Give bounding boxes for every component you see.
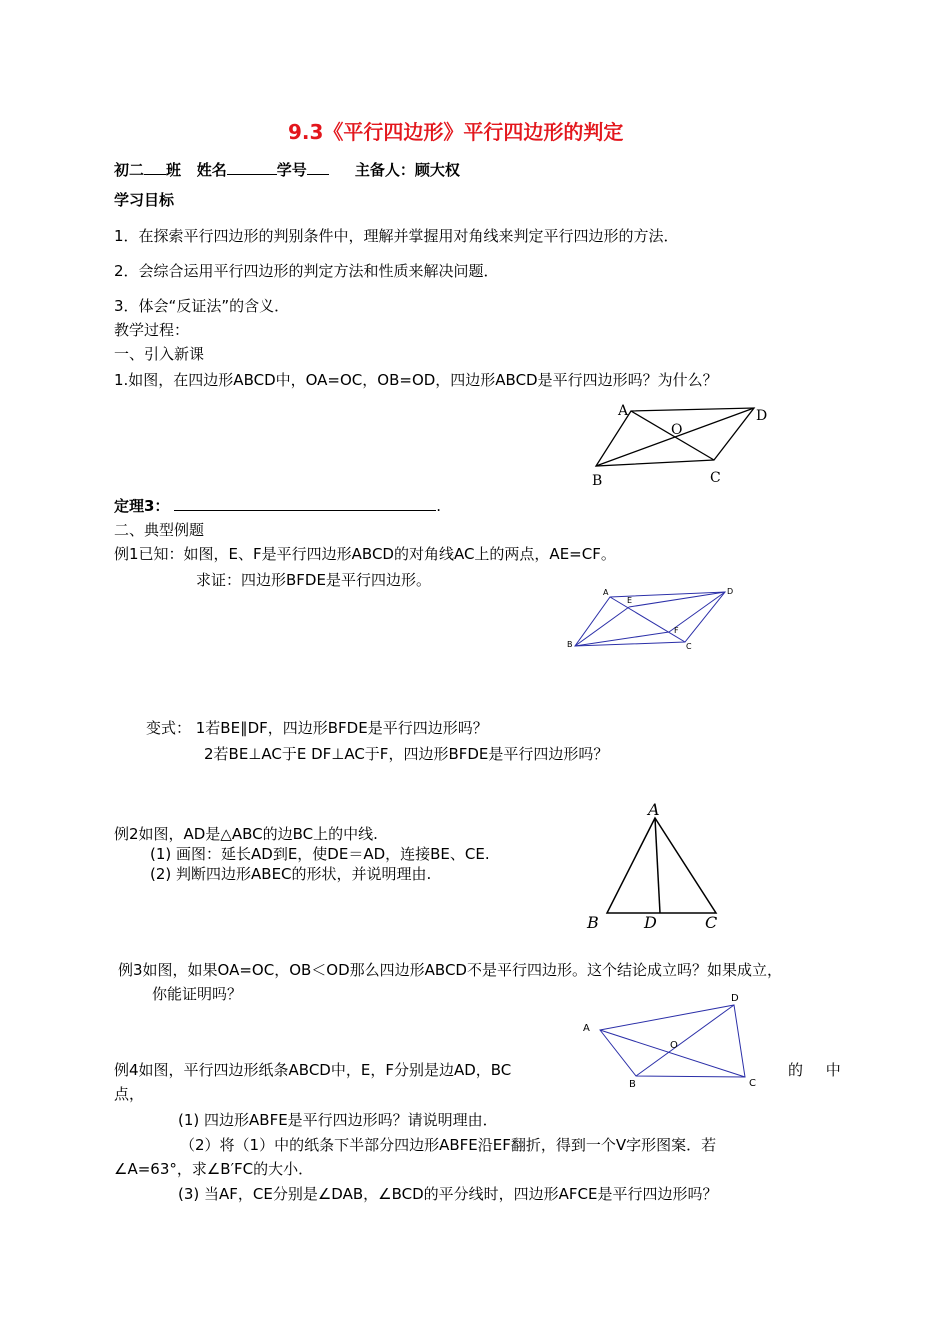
example-1-variant-2: 2若BE⊥AC于E DF⊥AC于F，四边形BFDE是平行四边形吗？ xyxy=(204,745,609,763)
fig4-diagonal-bd xyxy=(636,1005,734,1076)
fig3-triangle-abc xyxy=(607,818,716,913)
section2-heading: 二、典型例题 xyxy=(114,521,205,539)
fig1-label-a: A xyxy=(618,403,629,419)
preparer-label: 主备人：顾大权 xyxy=(354,161,460,179)
theorem-3-end: . xyxy=(436,497,441,515)
example-4-question-2b: ∠A=63°，求∠B′FC的大小． xyxy=(114,1160,314,1178)
fig4-label-c: C xyxy=(749,1078,756,1089)
goal-item-3: 3．体会“反证法”的含义． xyxy=(114,297,290,315)
fig2-label-c: C xyxy=(686,642,692,651)
fig2-label-f: F xyxy=(674,626,679,635)
fig2-segment-be xyxy=(575,607,629,646)
fig2-label-d: D xyxy=(727,587,734,596)
example-2-line-3: (2) 判断四边形ABEC的形状，并说明理由. xyxy=(150,865,432,883)
figure-1-parallelogram xyxy=(580,400,770,490)
figure-2-parallelogram xyxy=(565,585,745,655)
goals-heading: 学习目标 xyxy=(114,191,175,209)
fig2-label-a: A xyxy=(603,588,609,597)
fig1-label-b: B xyxy=(592,473,603,489)
example-4-question-3: (3) 当AF，CE分别是∠DAB，∠BCD的平分线时，四边形AFCE是平行四边形吗？ xyxy=(178,1185,718,1203)
goal-item-1: 1．在探索平行四边形的判别条件中，理解并掌握用对角线来判定平行四边形的方法． xyxy=(114,227,679,245)
question-1: 1.如图，在四边形ABCD中，OA=OC，OB=OD，四边形ABCD是平行四边形吗？为什么？ xyxy=(114,371,718,389)
fig4-label-o: O xyxy=(670,1040,678,1051)
fig3-label-c: C xyxy=(705,913,718,932)
fig3-label-a: A xyxy=(648,800,660,819)
student-info-line xyxy=(114,160,460,180)
fig3-label-d: D xyxy=(644,913,657,932)
fig4-diagonal-ac xyxy=(600,1030,745,1077)
example-4-line-1-cont: 点， xyxy=(114,1085,145,1103)
fig1-label-c: C xyxy=(710,470,721,486)
example-4-question-2: （2）将（1）中的纸条下半部分四边形ABFE沿EF翻折，得到一个V字形图案．若 xyxy=(180,1136,717,1154)
grade-label: 初二 xyxy=(114,161,145,179)
fig2-quad xyxy=(575,592,725,646)
fig3-median-ad xyxy=(655,818,660,913)
goal-item-2: 2．会综合运用平行四边形的判定方法和性质来解决问题． xyxy=(114,262,499,280)
fig3-label-b: B xyxy=(587,913,599,932)
theorem-3-blank[interactable] xyxy=(174,496,436,511)
fig4-label-a: A xyxy=(583,1023,590,1034)
section1-heading: 一、引入新课 xyxy=(114,345,205,363)
page-title: 9.3《平行四边形》平行四边形的判定 xyxy=(288,120,624,144)
number-blank[interactable] xyxy=(307,160,329,175)
example-1-prove: 求证：四边形BFDE是平行四边形。 xyxy=(196,571,431,589)
fig1-label-o: O xyxy=(671,422,683,438)
class-blank[interactable] xyxy=(144,160,166,175)
fig4-label-b: B xyxy=(629,1079,636,1090)
theorem-3-line xyxy=(114,496,441,516)
class-label: 班 xyxy=(166,161,182,179)
fig4-label-d: D xyxy=(731,993,739,1004)
process-heading: 教学过程： xyxy=(114,321,190,339)
example-4-line-1: 例4如图，平行四边形纸条ABCD中，E，F分别是边AD，BC xyxy=(114,1061,512,1079)
example-3-line-1: 例3如图，如果OA=OC，OB＜OD那么四边形ABCD不是平行四边形。这个结论成立吗？如果成立， xyxy=(118,961,782,979)
theorem-3-label: 定理3： xyxy=(114,497,170,515)
example-2-line-2: (1) 画图：延长AD到E，使DE＝AD，连接BE、CE. xyxy=(150,845,490,863)
figure-3-triangle xyxy=(583,800,733,935)
fig2-label-e: E xyxy=(627,596,633,605)
example-4-question-1: (1) 四边形ABFE是平行四边形吗？请说明理由． xyxy=(178,1111,498,1129)
fig1-label-d: D xyxy=(756,408,768,424)
example-1-given: 例1已知：如图，E、F是平行四边形ABCD的对角线AC上的两点，AE=CF。 xyxy=(114,545,616,563)
fig2-label-b: B xyxy=(567,640,573,649)
example-1-variant-1: 变式： 1若BE∥DF，四边形BFDE是平行四边形吗？ xyxy=(146,719,488,737)
number-label: 学号 xyxy=(276,161,307,179)
name-blank[interactable] xyxy=(227,160,277,175)
example-4-line-1-end: 的 中 xyxy=(788,1061,841,1079)
name-label: 姓名 xyxy=(196,161,227,179)
example-3-line-2: 你能证明吗？ xyxy=(152,985,243,1003)
figure-4-quadrilateral xyxy=(578,990,773,1090)
example-2-line-1: 例2如图，AD是△ABC的边BC上的中线. xyxy=(114,825,378,843)
